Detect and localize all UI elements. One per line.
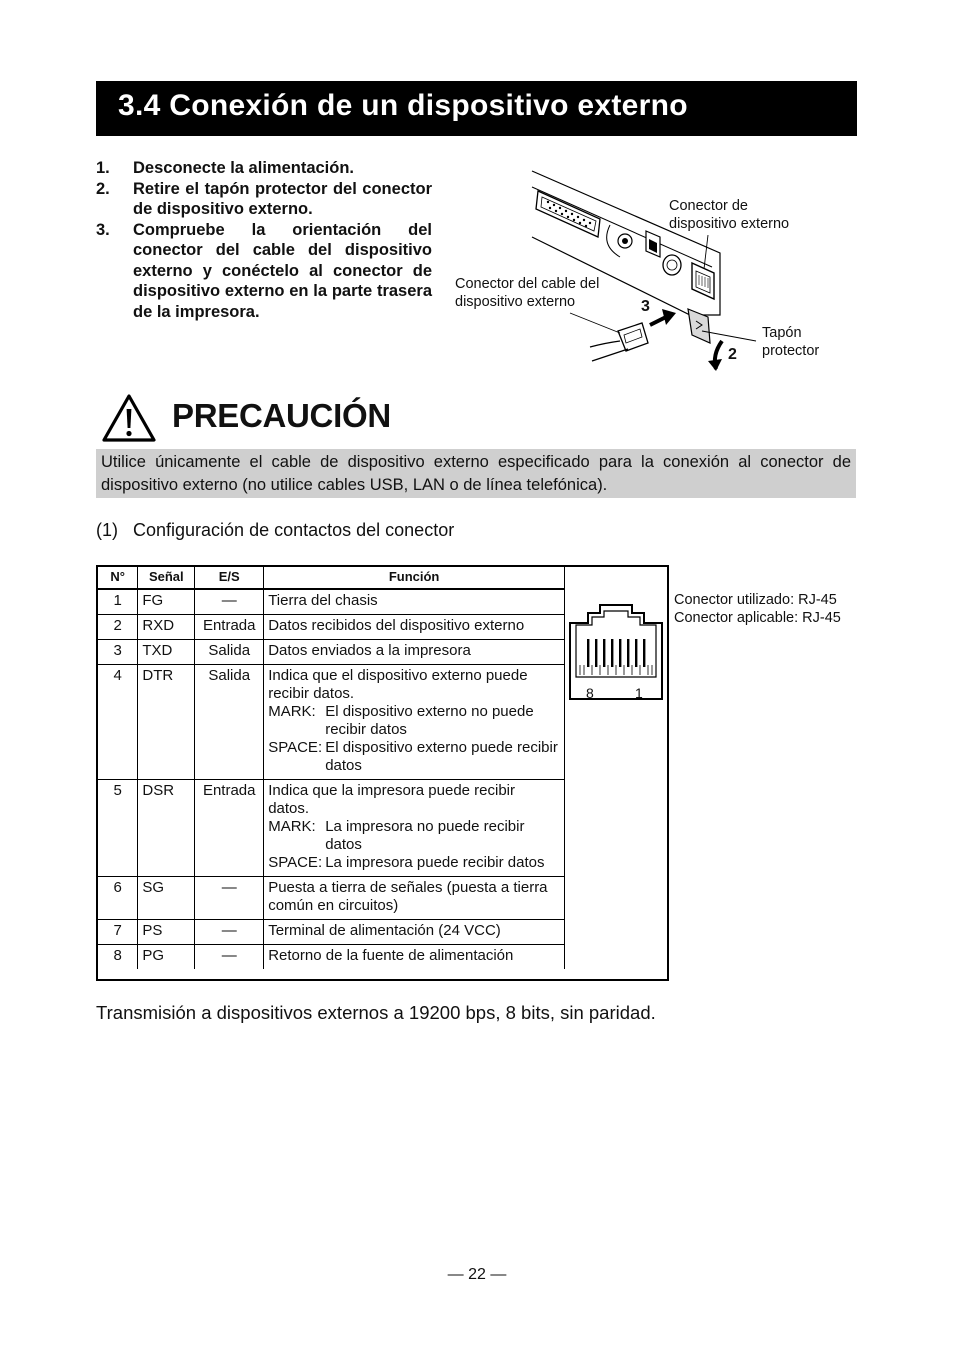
cell-num: 4: [98, 665, 138, 780]
cell-num: 6: [98, 877, 138, 920]
arrow-2-label: 2: [728, 346, 737, 363]
cell-signal: FG: [138, 589, 195, 615]
cell-io: —: [195, 877, 264, 920]
header-function: Función: [264, 567, 565, 589]
table-row: [98, 780, 565, 877]
cell-io: Entrada: [195, 780, 264, 877]
cell-signal: DSR: [138, 780, 195, 877]
connector-applicable: Conector aplicable: RJ-45: [674, 610, 841, 626]
cell-function: Datos recibidos del dispositivo externo: [264, 615, 565, 640]
table-row: [98, 640, 565, 665]
steps-list: [96, 158, 432, 322]
cell-num: 1: [98, 589, 138, 615]
header-num: N°: [98, 567, 138, 589]
cell-signal: SG: [138, 877, 195, 920]
function-mark: MARK: La impresora no puede recibir datos: [268, 818, 525, 853]
cell-num: 8: [98, 945, 138, 970]
cell-signal: DTR: [138, 665, 195, 780]
cell-function: [264, 780, 565, 877]
cell-io: —: [195, 920, 264, 945]
step-item: [96, 179, 432, 220]
header-signal: Señal: [138, 567, 195, 589]
label-external-connector: Conector de dispositivo externo: [669, 198, 790, 232]
page-number: — 22 —: [447, 1266, 507, 1283]
function-space: SPACE: El dispositivo externo puede recibir datos: [268, 739, 558, 774]
cell-num: 3: [98, 640, 138, 665]
section-header: [96, 81, 857, 136]
step-item: [96, 158, 432, 179]
table-row: [98, 615, 565, 640]
arrow-3-label: 3: [641, 298, 650, 315]
cell-function: Tierra del chasis: [264, 589, 565, 615]
cell-signal: PG: [138, 945, 195, 970]
cell-io: —: [195, 589, 264, 615]
step-text: Desconecte la alimentación.: [133, 159, 355, 177]
cell-signal: PS: [138, 920, 195, 945]
step-number: 1.: [96, 159, 110, 177]
cell-function: Puesta a tierra de señales (puesta a tierra común en circuitos): [264, 877, 565, 920]
transmission-note: Transmisión a dispositivos externos a 19200 bps, 8 bits, sin paridad.: [96, 1002, 656, 1023]
label-cable-connector: Conector del cable del dispositivo externo: [455, 276, 600, 310]
connector-used: Conector utilizado: RJ-45: [674, 592, 837, 608]
step-text: Compruebe la orientación del conector del cable del dispositivo externo y conéctelo al conector de dispositivo externo en la parte trasera de la impresora.: [133, 220, 432, 321]
cell-function: Datos enviados a la impresora: [264, 640, 565, 665]
table-header-row: [98, 567, 565, 589]
table-row: [98, 665, 565, 780]
pin-label-right: 1: [635, 685, 643, 701]
function-mark: MARK: El dispositivo externo no puede recibir datos: [268, 703, 534, 738]
cell-io: Salida: [195, 640, 264, 665]
table-row: [98, 920, 565, 945]
connector-notes: [674, 591, 841, 627]
cell-function: Terminal de alimentación (24 VCC): [264, 920, 565, 945]
step-number: 2.: [96, 179, 110, 198]
cell-io: Entrada: [195, 615, 264, 640]
cell-function: [264, 665, 565, 780]
section-title: 3.4 Conexión de un dispositivo externo: [118, 89, 688, 122]
cell-num: 5: [98, 780, 138, 877]
cell-signal: RXD: [138, 615, 195, 640]
cell-num: 2: [98, 615, 138, 640]
caution-box: Utilice únicamente el cable de dispositivo externo especificado para la conexión al conector de dispositivo externo (no utilice cables USB, LAN o de línea telefónica).: [96, 449, 856, 498]
function-desc: Indica que el dispositivo externo puede recibir datos.: [268, 667, 528, 702]
function-space: SPACE: La impresora puede recibir datos: [268, 854, 545, 871]
warning-triangle-icon: [101, 393, 157, 443]
pin-table-frame: [96, 565, 669, 981]
table-row: [98, 589, 565, 615]
cell-io: Salida: [195, 665, 264, 780]
rj45-jack-icon: [568, 603, 664, 703]
cell-function: Retorno de la fuente de alimentación: [264, 945, 565, 970]
function-desc: Indica que la impresora puede recibir datos.: [268, 782, 516, 817]
cell-io: —: [195, 945, 264, 970]
table-row: [98, 877, 565, 920]
cell-num: 7: [98, 920, 138, 945]
step-number: 3.: [96, 220, 110, 239]
pin-label-left: 8: [586, 685, 594, 701]
printer-rear-illustration: [450, 165, 850, 375]
cell-signal: TXD: [138, 640, 195, 665]
table-row: [98, 945, 565, 970]
step-item: [96, 220, 432, 323]
header-io: E/S: [195, 567, 264, 589]
precaution-title: PRECAUCIÓN: [172, 397, 391, 434]
step-text: Retire el tapón protector del conector de dispositivo externo.: [133, 179, 432, 218]
pin-config-heading: (1) Configuración de contactos del conector: [96, 520, 455, 540]
label-protective-cap: Tapón protector: [762, 325, 820, 359]
pin-table: [98, 567, 565, 969]
